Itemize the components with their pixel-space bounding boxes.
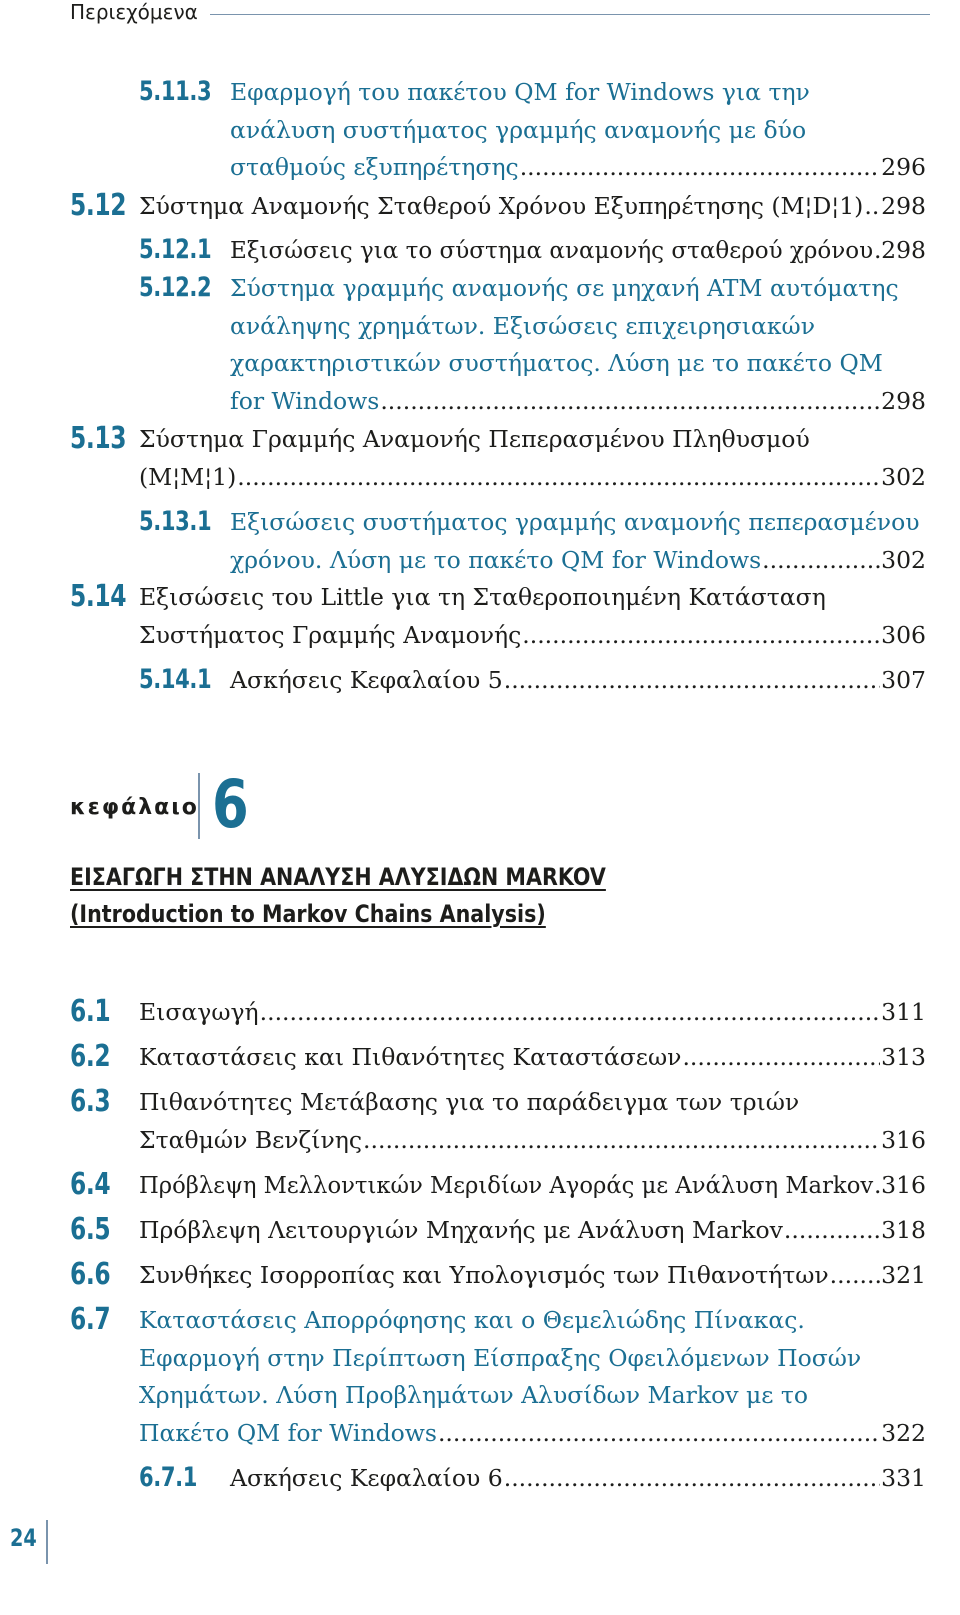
page-number: 24 <box>10 1524 37 1552</box>
toc-entry-text: Συνθήκες Ισορροπίας και Υπολογισμός των Πιθανοτήτων <box>139 1261 829 1289</box>
toc-entry-number: 5.14 <box>70 579 127 614</box>
toc-entry-text: χαρακτηριστικών συστήματος. Λύση με το πακέτο QM <box>230 349 883 378</box>
toc-entry-text: for Windows <box>230 386 380 415</box>
toc-entry-number: 5.12.1 <box>139 234 212 265</box>
leader-dots <box>784 1211 880 1249</box>
toc-page-number: 298 <box>881 386 926 415</box>
header-rule <box>210 14 930 15</box>
toc-entry-text: σταθμούς εξυπηρέτησης <box>230 153 519 182</box>
toc-page-number: 298 <box>881 236 926 264</box>
leader-dots <box>762 541 880 579</box>
toc-page-number: 316 <box>881 1171 926 1199</box>
toc-page-number: 298 <box>881 192 926 220</box>
toc-entry-text: χρόνου. Λύση με το πακέτο QM for Windows <box>230 545 762 574</box>
toc-entry-text: Ασκήσεις Κεφαλαίου 6 <box>230 1464 503 1492</box>
toc-entry-number: 6.2 <box>70 1039 111 1074</box>
toc-entry-text: Σταθμών Βενζίνης <box>139 1125 363 1154</box>
toc-entry-number: 6.7 <box>70 1302 111 1337</box>
toc-entry-text: Ασκήσεις Κεφαλαίου 5 <box>230 666 503 694</box>
toc-entry-text: Σύστημα Γραμμής Αναμονής Πεπερασμένου Πληθυσμού <box>139 425 810 453</box>
toc-entry-text: Χρημάτων. Λύση Προβλημάτων Αλυσίδων Markov με το <box>139 1381 809 1410</box>
toc-page-number: 302 <box>881 545 926 574</box>
toc-entry-number: 5.12.2 <box>139 272 212 303</box>
toc-entry-number: 5.11.3 <box>139 76 212 107</box>
leader-dots <box>874 1166 880 1204</box>
chapter-number: 6 <box>212 766 249 843</box>
toc-page-number: 331 <box>881 1464 926 1492</box>
toc-entry-text: Σύστημα γραμμής αναμονής σε μηχανή ATM αυτόματης <box>230 274 899 302</box>
chapter-divider <box>198 773 200 839</box>
leader-dots <box>864 187 880 225</box>
toc-entry-text: Εξισώσεις του Little για τη Σταθεροποιημένη Κατάσταση <box>139 583 826 611</box>
toc-entry-number: 5.13 <box>70 421 127 456</box>
toc-page-number: 318 <box>881 1216 926 1244</box>
toc-entry-text: Συστήματος Γραμμής Αναμονής <box>139 620 522 649</box>
toc-entry-number: 6.5 <box>70 1212 111 1247</box>
leader-dots <box>830 1256 880 1294</box>
chapter-label: κεφάλαιο <box>70 795 199 820</box>
toc-entry-text: Εξισώσεις συστήματος γραμμής αναμονής πεπερασμένου <box>230 508 920 536</box>
leader-dots <box>237 458 880 496</box>
toc-entry-text: Εφαρμογή στην Περίπτωση Είσπραξης Οφειλόμενων Ποσών <box>139 1343 862 1372</box>
chapter-title-greek: ΕΙΣΑΓΩΓΗ ΣΤΗΝ ΑΝΑΛΥΣΗ ΑΛΥΣΙΔΩΝ MARKOV <box>70 863 606 891</box>
leader-dots <box>260 993 881 1031</box>
toc-entry-number: 6.3 <box>70 1084 111 1119</box>
leader-dots <box>380 382 880 420</box>
toc-entry-number: 5.14.1 <box>139 664 212 695</box>
toc-page-number: 316 <box>881 1125 926 1154</box>
toc-entry-text: Σύστημα Αναμονής Σταθερού Χρόνου Εξυπηρέτησης (M¦D¦1) <box>139 192 864 220</box>
toc-entry-number: 6.1 <box>70 994 111 1029</box>
toc-entry-text: ανάληψης χρημάτων. Εξισώσεις επιχειρησιακών <box>230 311 815 340</box>
toc-entry-number: 6.4 <box>70 1167 111 1202</box>
page-number-divider <box>46 1520 48 1564</box>
toc-entry-text: Εφαρμογή του πακέτου QM for Windows για την <box>230 78 810 106</box>
toc-entry-text: Καταστάσεις και Πιθανότητες Καταστάσεων <box>139 1043 682 1071</box>
toc-entry-number: 5.13.1 <box>139 506 212 537</box>
toc-entry-text: (M¦M¦1) <box>139 462 237 491</box>
header-title: Περιεχόμενα <box>70 0 198 24</box>
toc-page-number: 306 <box>881 620 926 649</box>
toc-entry-number: 6.7.1 <box>139 1462 198 1493</box>
toc-entry-text: Εξισώσεις για το σύστημα αναμονής σταθερού χρόνου <box>230 236 874 264</box>
toc-entry-text: Εισαγωγή <box>139 998 259 1026</box>
leader-dots <box>520 148 880 186</box>
leader-dots <box>522 616 880 654</box>
toc-entry-number: 5.12 <box>70 188 127 223</box>
toc-entry-text: Πρόβλεψη Μελλοντικών Μεριδίων Αγοράς με Ανάλυση Markov <box>139 1171 874 1199</box>
toc-entry-text: Πιθανότητες Μετάβασης για το παράδειγμα των τριών <box>139 1088 800 1116</box>
toc-page-number: 313 <box>881 1043 926 1071</box>
leader-dots <box>504 1459 880 1497</box>
toc-entry-text: Πακέτο QM for Windows <box>139 1418 437 1447</box>
leader-dots <box>504 661 880 699</box>
toc-entry-text: Πρόβλεψη Λειτουργιών Μηχανής με Ανάλυση Markov <box>139 1216 783 1244</box>
running-header <box>70 0 930 34</box>
toc-entry-number: 6.6 <box>70 1257 111 1292</box>
toc-entry-text: ανάλυση συστήματος γραμμής αναμονής με δύο <box>230 115 807 144</box>
leader-dots <box>363 1121 880 1159</box>
toc-entry-text: Καταστάσεις Απορρόφησης και ο Θεμελιώδης Πίνακας. <box>139 1306 805 1334</box>
toc-page-number: 307 <box>881 666 926 694</box>
toc-page-number: 296 <box>881 153 926 182</box>
toc-page-number: 311 <box>881 998 926 1026</box>
toc-page-number: 321 <box>881 1261 926 1289</box>
leader-dots <box>874 231 880 269</box>
toc-page-number: 322 <box>881 1418 926 1447</box>
chapter-title-english: (Introduction to Markov Chains Analysis) <box>70 900 546 928</box>
toc-page-number: 302 <box>881 462 926 491</box>
leader-dots <box>682 1038 880 1076</box>
leader-dots <box>438 1414 880 1452</box>
